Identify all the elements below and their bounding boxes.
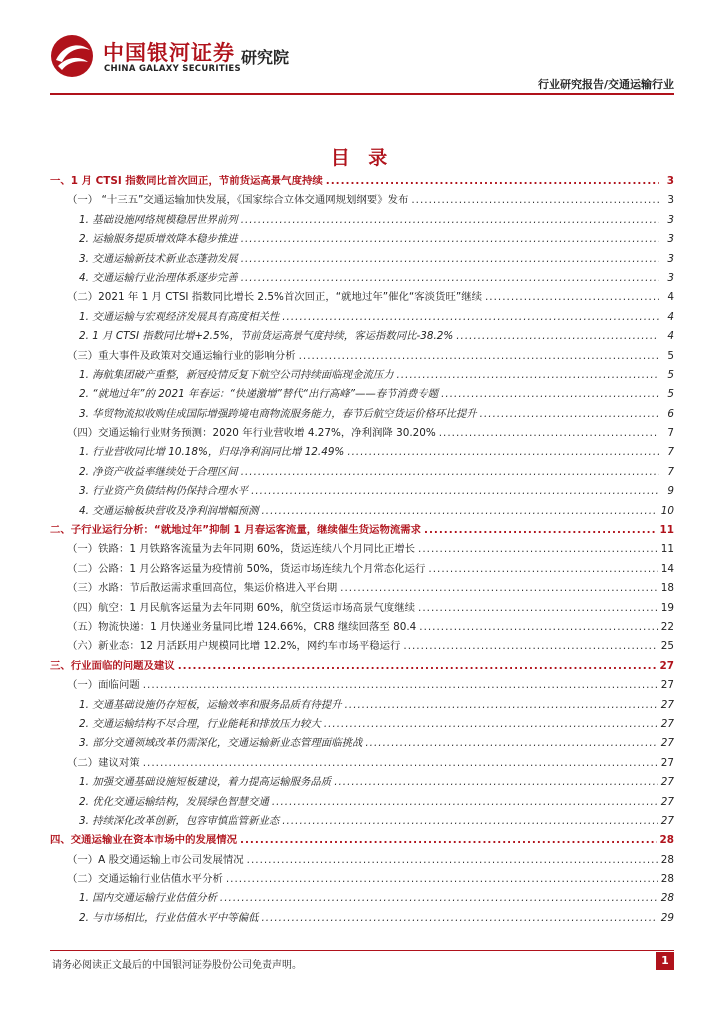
toc-leader-dots	[143, 754, 658, 773]
toc-entry-page: 7	[667, 427, 674, 440]
toc-entry-page: 5	[667, 368, 674, 381]
toc-entry-level1[interactable]	[50, 172, 674, 191]
toc-entry-level2[interactable]	[50, 579, 674, 598]
toc-entry-label: （一）A 股交通运输上市公司发展情况	[67, 853, 244, 866]
toc-entry-page: 3	[667, 252, 674, 265]
toc-entry-page: 27	[660, 737, 674, 750]
toc-leader-dots	[456, 327, 659, 346]
toc-entry-page: 4	[667, 310, 674, 323]
toc-leader-dots	[347, 443, 659, 462]
toc-entry-level3[interactable]	[50, 250, 674, 269]
toc-entry-page: 5	[667, 388, 674, 401]
toc-entry-page: 27	[660, 679, 674, 692]
toc-leader-dots	[418, 599, 658, 618]
toc-entry-page: 9	[667, 485, 674, 498]
toc-entry-page: 28	[660, 892, 674, 905]
toc-entry-page: 22	[660, 620, 674, 633]
toc-leader-dots	[419, 618, 658, 637]
toc-entry-page: 27	[660, 776, 674, 789]
toc-entry-level3[interactable]	[50, 502, 674, 521]
toc-leader-dots	[272, 793, 658, 812]
toc-entry-page: 3	[667, 233, 674, 246]
toc-entry-page: 7	[667, 446, 674, 459]
toc-entry-page: 27	[660, 756, 674, 769]
toc-leader-dots	[226, 870, 658, 889]
toc-leader-dots	[439, 424, 659, 443]
toc-entry-level3[interactable]	[50, 308, 674, 327]
toc-entry-label: 3. 华贸物流拟收购佳成国际增强跨境电商物流服务能力，春节后航空货运价格环比提升	[79, 407, 477, 420]
table-of-contents	[50, 172, 674, 928]
brand-name-cn: 中国银河证券	[103, 41, 235, 65]
toc-entry-label: （二）交通运输行业估值水平分析	[67, 873, 223, 886]
toc-entry-page: 28	[659, 834, 674, 847]
toc-entry-page: 25	[660, 640, 674, 653]
brand-subtitle: 研究院	[241, 48, 290, 67]
toc-leader-dots	[241, 269, 659, 288]
toc-entry-label: 1. 基础设施网络规模稳居世界前列	[79, 213, 238, 226]
toc-leader-dots	[485, 288, 659, 307]
toc-entry-label: （五）物流快递：1 月快递业务量同比增 124.66%，CR8 继续回落至 80.4	[67, 620, 417, 633]
toc-entry-label: （四）交通运输行业财务预测：2020 年行业营收增 4.27%，净利润降 30.20%	[67, 427, 436, 440]
toc-leader-dots	[241, 230, 659, 249]
toc-leader-dots	[340, 579, 658, 598]
toc-entry-level2[interactable]	[50, 599, 674, 618]
toc-entry-page: 3	[667, 213, 674, 226]
toc-entry-label: 2. 与市场相比，行业估值水平中等偏低	[79, 911, 259, 924]
toc-entry-level3[interactable]	[50, 327, 674, 346]
toc-leader-dots	[365, 734, 657, 753]
toc-entry-page: 7	[667, 465, 674, 478]
toc-entry-level3[interactable]	[50, 812, 674, 831]
toc-entry-label: 4. 交通运输行业治理体系逐步完善	[79, 271, 238, 284]
toc-entry-level2[interactable]	[50, 676, 674, 695]
page-header	[0, 0, 724, 96]
toc-leader-dots	[247, 851, 658, 870]
toc-leader-dots	[428, 560, 657, 579]
toc-entry-label: 1. 加强交通基础设施短板建设，着力提高运输服务品质	[79, 776, 332, 789]
toc-leader-dots	[240, 831, 657, 850]
toc-leader-dots	[282, 812, 658, 831]
toc-entry-label: 2. 运输服务提质增效降本稳步推进	[79, 233, 238, 246]
toc-entry-level2[interactable]	[50, 754, 674, 773]
toc-entry-level2[interactable]	[50, 560, 674, 579]
toc-entry-level1[interactable]	[50, 521, 674, 540]
toc-entry-page: 4	[667, 291, 674, 304]
toc-entry-level2[interactable]	[50, 191, 674, 210]
toc-entry-level1[interactable]	[50, 657, 674, 676]
toc-entry-label: （二）2021 年 1 月 CTSI 指数同比增长 2.5%首次回正，“就地过年”催化“客淡货旺”继续	[67, 291, 482, 304]
toc-entry-label: （三）水路：节后散运需求重回高位，集运价格进入平台期	[67, 582, 338, 595]
toc-entry-label: 2. “就地过年”的 2021 年春运：“快递激增”替代“出行高峰”——春节消费专题	[79, 388, 439, 401]
toc-entry-label: （二）公路：1 月公路客运量为疫情前 50%，货运市场连续九个月常态化运行	[67, 562, 426, 575]
toc-entry-level2[interactable]	[50, 540, 674, 559]
brand-name-en: CHINA GALAXY SECURITIES	[104, 64, 241, 74]
toc-entry-page: 14	[660, 562, 674, 575]
toc-entry-level3[interactable]	[50, 715, 674, 734]
toc-entry-page: 6	[667, 407, 674, 420]
toc-entry-label: 1. 行业营收同比增 10.18%，归母净利润同比增 12.49%	[79, 446, 345, 459]
toc-entry-page: 28	[660, 873, 674, 886]
toc-title: 目 录	[330, 147, 394, 169]
toc-entry-level2[interactable]	[50, 424, 674, 443]
toc-entry-page: 3	[666, 175, 674, 187]
toc-entry-label: 3. 持续深化改革创新，包容审慎监管新业态	[79, 814, 280, 827]
page-number: 1	[656, 952, 674, 970]
toc-leader-dots	[143, 676, 658, 695]
footer-divider	[50, 950, 674, 951]
toc-leader-dots	[261, 502, 657, 521]
toc-leader-dots	[261, 909, 657, 928]
toc-entry-page: 11	[659, 524, 674, 537]
footer-disclaimer: 请务必阅读正文最后的中国银河证券股份公司免责声明。	[52, 960, 302, 971]
toc-entry-level3[interactable]	[50, 211, 674, 230]
toc-leader-dots	[411, 191, 659, 210]
toc-entry-label: 1. 国内交通运输行业估值分析	[79, 892, 217, 905]
toc-entry-label: 二、子行业运行分析：“就地过年”抑制 1 月春运客流量，继续催生货运物流需求	[50, 524, 422, 537]
toc-entry-label: 1. 交通基础设施仍存短板，运输效率和服务品质有待提升	[79, 698, 342, 711]
toc-entry-label: 1. 交通运输与宏观经济发展具有高度相关性	[79, 310, 280, 323]
toc-entry-page: 28	[660, 853, 674, 866]
toc-entry-level3[interactable]	[50, 405, 674, 424]
toc-entry-label: 2. 优化交通运输结构，发展绿色智慧交通	[79, 795, 269, 808]
toc-leader-dots	[241, 211, 659, 230]
galaxy-logo-icon	[50, 34, 94, 78]
toc-leader-dots	[178, 657, 657, 676]
toc-entry-label: （一）面临问题	[67, 679, 140, 692]
toc-entry-level3[interactable]	[50, 773, 674, 792]
toc-entry-label: 1. 海航集团破产重整，新冠疫情反复下航空公司持续面临现金流压力	[79, 368, 394, 381]
toc-leader-dots	[324, 715, 658, 734]
toc-leader-dots	[299, 347, 659, 366]
toc-entry-level3[interactable]	[50, 230, 674, 249]
toc-entry-page: 19	[660, 601, 674, 614]
toc-entry-level3[interactable]	[50, 463, 674, 482]
toc-leader-dots	[418, 540, 658, 559]
toc-entry-page: 10	[660, 504, 674, 517]
toc-leader-dots	[403, 637, 657, 656]
toc-entry-label: 2. 交通运输结构不尽合理，行业能耗和排放压力较大	[79, 717, 321, 730]
toc-entry-page: 27	[660, 698, 674, 711]
toc-entry-label: 3. 交通运输新技术新业态蓬勃发展	[79, 252, 238, 265]
toc-leader-dots	[397, 366, 659, 385]
toc-leader-dots	[424, 521, 657, 540]
toc-entry-level3[interactable]	[50, 793, 674, 812]
toc-entry-label: 2. 1 月 CTSI 指数同比增+2.5%，节前货运高景气度持续，客运指数同比-38.2%	[79, 330, 454, 343]
toc-entry-level3[interactable]	[50, 696, 674, 715]
toc-entry-level3[interactable]	[50, 366, 674, 385]
toc-entry-label: （六）新业态：12 月活跃用户规模同比增 12.2%，网约车市场平稳运行	[67, 640, 401, 653]
toc-entry-level2[interactable]	[50, 870, 674, 889]
toc-entry-page: 27	[660, 717, 674, 730]
toc-entry-label: （四）航空：1 月民航客运量为去年同期 60%，航空货运市场高景气度继续	[67, 601, 416, 614]
toc-leader-dots	[251, 482, 659, 501]
toc-entry-page: 4	[667, 330, 674, 343]
toc-entry-label: 4. 交通运输板块营收及净利润增幅预测	[79, 504, 259, 517]
toc-entry-level2[interactable]	[50, 637, 674, 656]
toc-entry-page: 27	[659, 659, 674, 672]
toc-entry-label: （一） “十三五”交通运输加快发展，《国家综合立体交通网规划纲要》发布	[67, 194, 409, 207]
toc-leader-dots	[241, 250, 659, 269]
toc-leader-dots	[334, 773, 658, 792]
toc-entry-page: 5	[667, 349, 674, 362]
toc-entry-page: 3	[667, 194, 674, 207]
toc-entry-level1[interactable]	[50, 831, 674, 850]
toc-entry-page: 18	[660, 582, 674, 595]
toc-leader-dots	[480, 405, 659, 424]
toc-entry-label: （一）铁路：1 月铁路客流量为去年同期 60%，货运连续八个月同比正增长	[67, 543, 416, 556]
toc-entry-page: 29	[660, 911, 674, 924]
toc-entry-label: 四、交通运输业在资本市场中的发展情况	[50, 834, 238, 847]
toc-leader-dots	[282, 308, 659, 327]
toc-entry-level3[interactable]	[50, 482, 674, 501]
toc-leader-dots	[345, 696, 658, 715]
toc-leader-dots	[441, 385, 659, 404]
report-type: 行业研究报告/交通运输行业	[537, 78, 674, 91]
toc-entry-label: （三）重大事件及政策对交通运输行业的影响分析	[67, 349, 296, 362]
toc-entry-label: 一、1 月 CTSI 指数同比首次回正，节前货运高景气度持续	[50, 175, 323, 187]
toc-entry-label: 3. 行业资产负债结构仍保持合理水平	[79, 485, 249, 498]
toc-entry-level3[interactable]	[50, 889, 674, 908]
toc-entry-level3[interactable]	[50, 909, 674, 928]
toc-entry-label: 三、行业面临的问题及建议	[50, 659, 175, 672]
toc-leader-dots	[241, 463, 659, 482]
toc-entry-level3[interactable]	[50, 385, 674, 404]
toc-entry-page: 27	[660, 814, 674, 827]
toc-entry-label: （二）建议对策	[67, 756, 140, 769]
toc-entry-level2[interactable]	[50, 851, 674, 870]
toc-entry-level3[interactable]	[50, 734, 674, 753]
toc-entry-page: 27	[660, 795, 674, 808]
toc-entry-page: 3	[667, 271, 674, 284]
toc-entry-label: 3. 部分交通领域改革仍需深化，交通运输新业态管理面临挑战	[79, 737, 363, 750]
header-divider	[50, 93, 674, 95]
toc-entry-level2[interactable]	[50, 288, 674, 307]
toc-entry-page: 11	[660, 543, 674, 556]
toc-leader-dots	[326, 172, 659, 191]
toc-entry-level2[interactable]	[50, 347, 674, 366]
toc-entry-label: 2. 净资产收益率继续处于合理区间	[79, 465, 238, 478]
toc-entry-level3[interactable]	[50, 269, 674, 288]
toc-entry-level3[interactable]	[50, 443, 674, 462]
toc-leader-dots	[220, 889, 658, 908]
toc-entry-level2[interactable]	[50, 618, 674, 637]
